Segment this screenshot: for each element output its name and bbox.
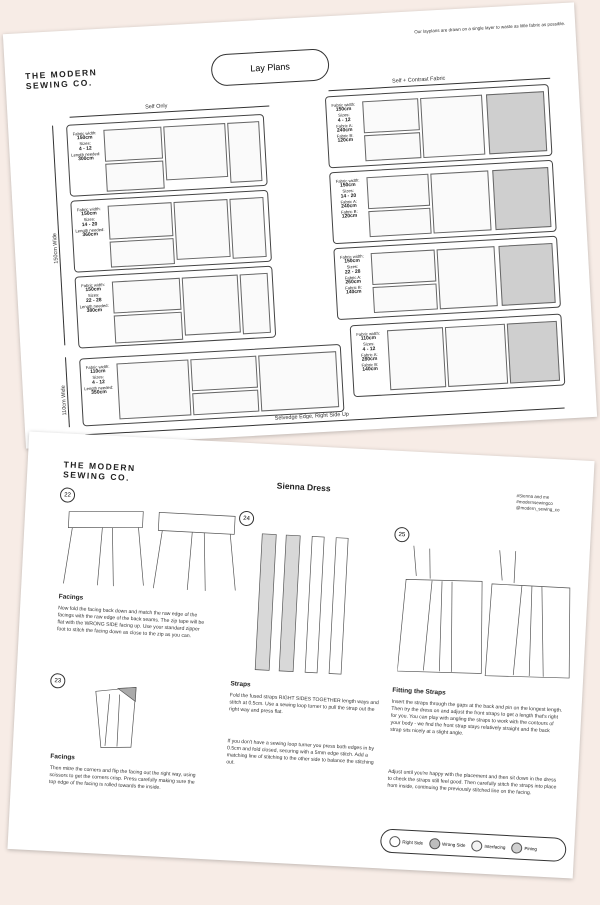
pattern-piece <box>103 127 163 162</box>
step-text: Fold the fused straps RIGHT SIDES TOGETHER length ways and stitch at 0.5cm. Use a sewing loop turner to pull the strap out the right way and press flat. <box>228 692 379 716</box>
layplan-self-1 <box>66 114 268 197</box>
pattern-piece <box>229 197 266 259</box>
pattern-piece <box>420 95 485 158</box>
layplan-note: Our layplans are drawn on a single layer to waste as little fabric as possible. <box>414 20 566 35</box>
pattern-piece <box>163 123 228 180</box>
legend-item: Interfacing <box>471 840 506 853</box>
fabric-info: Fabric width: 150cm Sizes: 14 - 20 Length needed: 360cm <box>75 206 105 239</box>
contrast-piece <box>507 321 560 384</box>
pattern-piece <box>112 278 182 314</box>
wide110-label: 110cm Wide <box>60 385 69 416</box>
pattern-piece <box>116 359 191 419</box>
pattern-piece <box>173 199 230 260</box>
pattern-piece <box>368 208 431 237</box>
step-text-extra: Adjust until you're happy with the placement and then sit down in the dress to check the straps still feel good. Then carefully stitch the straps into place from inside, continuing the previously stitched line on the facing. <box>387 768 557 797</box>
pattern-piece <box>114 312 183 344</box>
fitting-straps-illustration <box>397 539 580 688</box>
pattern-piece <box>182 275 241 336</box>
legend-swatch <box>511 842 523 854</box>
step-heading: Straps <box>230 680 251 689</box>
step-text: Now fold the facing back down and match the raw edge of the facings with the raw edge of the back seams. The zip tape will be flat with the WRONG SIDE facing up. Use your standard zipper foot to stitch the facing down as close to the zip as you can. <box>56 605 205 640</box>
step-heading: Fitting the Straps <box>392 686 446 697</box>
social-tags: #Sienna and me #modernsewingco @modern_sewing_co <box>515 493 560 513</box>
wide150-label: 150cm Wide <box>52 232 60 264</box>
fabric-info: Fabric width: 110cm Sizes: 4 - 12 Fabric A: 280cm Fabric B: 140cm <box>356 330 381 374</box>
contrast-piece <box>486 91 547 154</box>
fabric-info: Fabric width: 150cm Sizes: 4 - 12 Fabric A: 240cm Fabric B: 120cm <box>331 101 356 145</box>
step-number: 23 <box>50 673 66 689</box>
self-only-label: Self Only <box>145 103 168 111</box>
contrast-piece <box>492 167 551 230</box>
pattern-piece <box>110 238 175 268</box>
pattern-piece <box>190 356 258 392</box>
self-contrast-label: Self + Contrast Fabric <box>391 75 446 85</box>
layplan-contrast-4 <box>350 314 566 398</box>
lay-plans-sheet <box>3 2 597 448</box>
facing-illustration <box>59 503 243 594</box>
step-heading: Facings <box>58 593 84 602</box>
page-title: Lay Plans <box>210 48 330 87</box>
pattern-piece <box>105 161 164 192</box>
brand-logo: THE MODERN SEWING CO. <box>24 67 98 92</box>
pattern-piece <box>366 174 430 209</box>
legend-item: Wrong Side <box>429 837 466 850</box>
page-title: Sienna Dress <box>276 480 331 494</box>
brand-logo: THE MODERN SEWING CO. <box>62 459 136 483</box>
fabric-info: Fabric width: 110cm Sizes: 4 - 12 Length needed: 350cm <box>84 363 114 396</box>
fabric-info: Fabric width: 150cm Sizes: 14 - 20 Fabric A: 240cm Fabric B: 120cm <box>335 177 360 221</box>
pattern-piece <box>387 327 446 390</box>
step-number: 22 <box>60 487 76 503</box>
instructions-sheet <box>7 431 594 878</box>
straps-illustration <box>245 527 373 683</box>
step-text: Insert the straps through the gaps at the back and pin on the longest length. Then try the dress on and adjust the front straps to get a length that's right for you. You can play with angling the straps to work with the contours of your body - we find the front strap stays relatively straight and the back strap sits nicely at a slight angle. <box>390 698 563 737</box>
legend-swatch <box>471 840 483 852</box>
pattern-piece <box>430 170 491 233</box>
legend-item: Pining <box>511 842 537 854</box>
pattern-piece <box>445 324 508 387</box>
layplan-contrast-2 <box>329 160 557 244</box>
fabric-info: Fabric width: 150cm Sizes: 22 - 28 Fabric A: 260cm Fabric B: 140cm <box>339 253 364 296</box>
contrast-piece <box>498 243 555 306</box>
pattern-piece <box>108 202 174 240</box>
step-heading: Facings <box>50 753 76 762</box>
fabric-info: Fabric width: 150cm Sizes: 4 - 12 Length needed: 300cm <box>71 130 101 163</box>
fabric-info: Fabric width: 150cm Sizes: 22 - 28 Length needed: 380cm <box>79 281 109 315</box>
pattern-piece <box>227 121 262 183</box>
step-number: 25 <box>394 527 410 543</box>
selvedge-label: Selvedge Edge, Right Side Up <box>274 411 350 422</box>
layplan-contrast-1 <box>325 84 553 168</box>
legend-swatch <box>389 835 401 847</box>
pattern-piece <box>240 273 271 334</box>
pattern-piece <box>362 98 420 133</box>
pattern-piece <box>371 250 437 286</box>
legend-item: Right Side <box>389 835 423 848</box>
layplan-self-3 <box>75 266 277 349</box>
pattern-piece <box>192 390 259 416</box>
mitre-illustration <box>73 680 187 756</box>
pattern-piece <box>258 351 339 411</box>
pattern-piece <box>437 246 498 309</box>
step-number: 24 <box>239 511 255 527</box>
step-text: Then mitre the corners and flip the facing out the right way, using scissors to get the corners crisp. Press carefully making sure the top edge of the facing is rolled towards the inside. <box>48 765 196 791</box>
pattern-piece <box>373 283 438 313</box>
step-text-extra: If you don't have a sewing loop turner you press both edges in by 0.5cm and fold closed, securing with a 5mm edge stitch. Add a matching line of stitching to the other side to balance the stitching out. <box>226 738 375 766</box>
pattern-piece <box>364 132 421 161</box>
legend <box>380 828 567 862</box>
legend-swatch <box>429 837 441 849</box>
layplan-contrast-3 <box>333 236 561 320</box>
layplan-self-2 <box>70 190 272 273</box>
